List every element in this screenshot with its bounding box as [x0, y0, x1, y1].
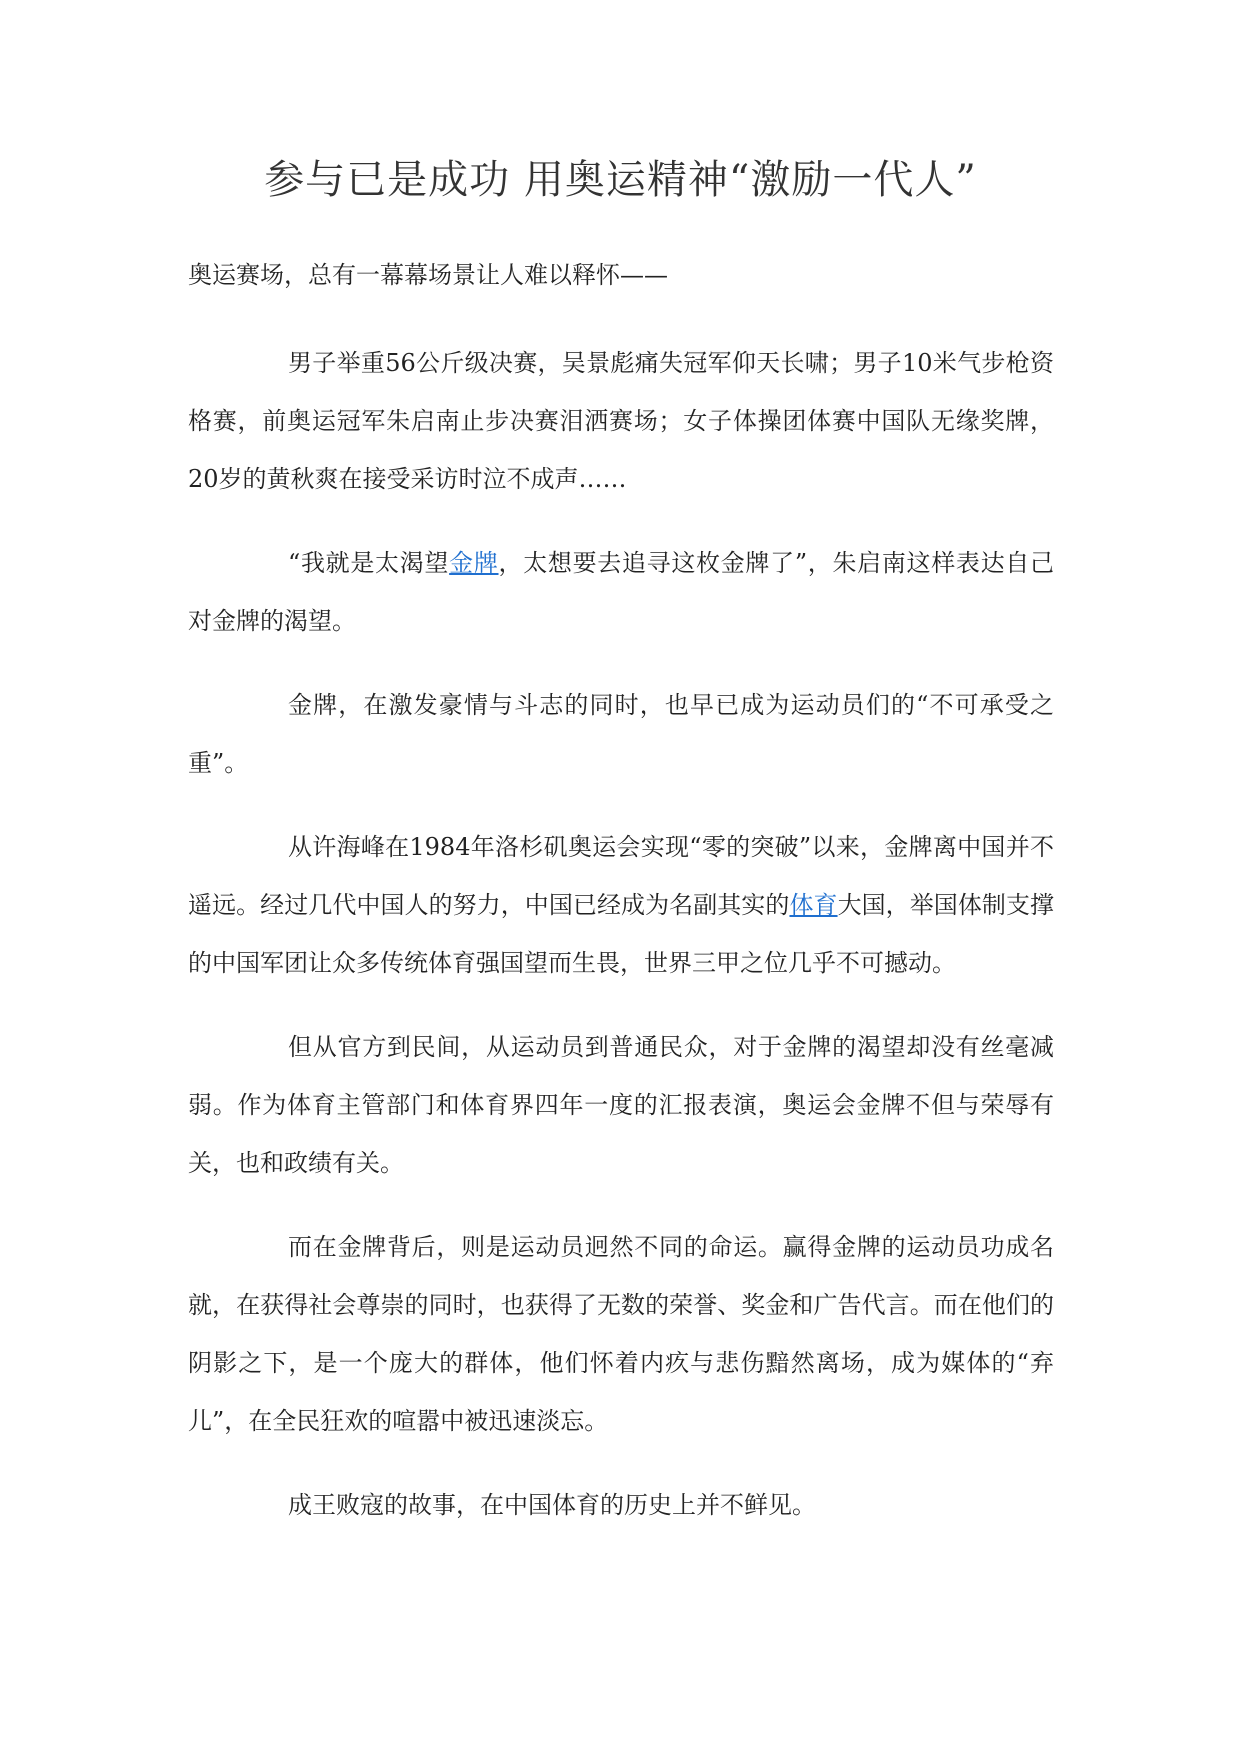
paragraph-3: 金牌，在激发豪情与斗志的同时，也早已成为运动员们的“不可承受之重”。 — [188, 691, 1054, 777]
paragraph-4-text-a: 从许海峰在1984年洛杉矶奥运会实现“零的突破”以来，金牌离中国并不遥远。经过几代中国人的努力，中国已经成为名副其实的 — [188, 833, 1054, 919]
gold-medal-link[interactable]: 金牌 — [449, 549, 499, 577]
lead-paragraph: 奥运赛场，总有一幕幕场景让人难以释怀—— — [188, 261, 668, 289]
article-body — [188, 246, 1054, 1560]
paragraph-2-text-b: ，太想要去追寻这枚金牌了”，朱启南这样表达自己对金牌的渴望。 — [188, 549, 1054, 635]
article-title: 参与已是成功 用奥运精神“激励一代人” — [264, 157, 977, 203]
paragraph-4-text-b: 大国，举国体制支撑的中国军团让众多传统体育强国望而生畏，世界三甲之位几乎不可撼动。 — [188, 891, 1055, 977]
paragraph-2-text-a: “我就是太渴望 — [288, 549, 450, 577]
sports-link[interactable]: 体育 — [789, 891, 838, 919]
paragraph-2 — [188, 534, 1054, 650]
paragraph-1: 男子举重56公斤级决赛，吴景彪痛失冠军仰天长啸；男子10米气步枪资格赛，前奥运冠军朱启南止步决赛泪洒赛场；女子体操团体赛中国队无缘奖牌，20岁的黄秋爽在接受采访时泣不成声…… — [188, 349, 1054, 493]
paragraph-4 — [188, 818, 1054, 992]
paragraph-5: 但从官方到民间，从运动员到普通民众，对于金牌的渴望却没有丝毫减弱。作为体育主管部门和体育界四年一度的汇报表演，奥运会金牌不但与荣辱有关，也和政绩有关。 — [188, 1033, 1054, 1177]
paragraph-7: 成王败寇的故事，在中国体育的历史上并不鲜见。 — [288, 1491, 816, 1519]
paragraph-6: 而在金牌背后，则是运动员迥然不同的命运。赢得金牌的运动员功成名就，在获得社会尊崇的同时，也获得了无数的荣誉、奖金和广告代言。而在他们的阴影之下，是一个庞大的群体，他们怀着内疚与悲伤黯然离场，成为媒体的“弃儿”，在全民狂欢的喧嚣中被迅速淡忘。 — [188, 1233, 1054, 1435]
